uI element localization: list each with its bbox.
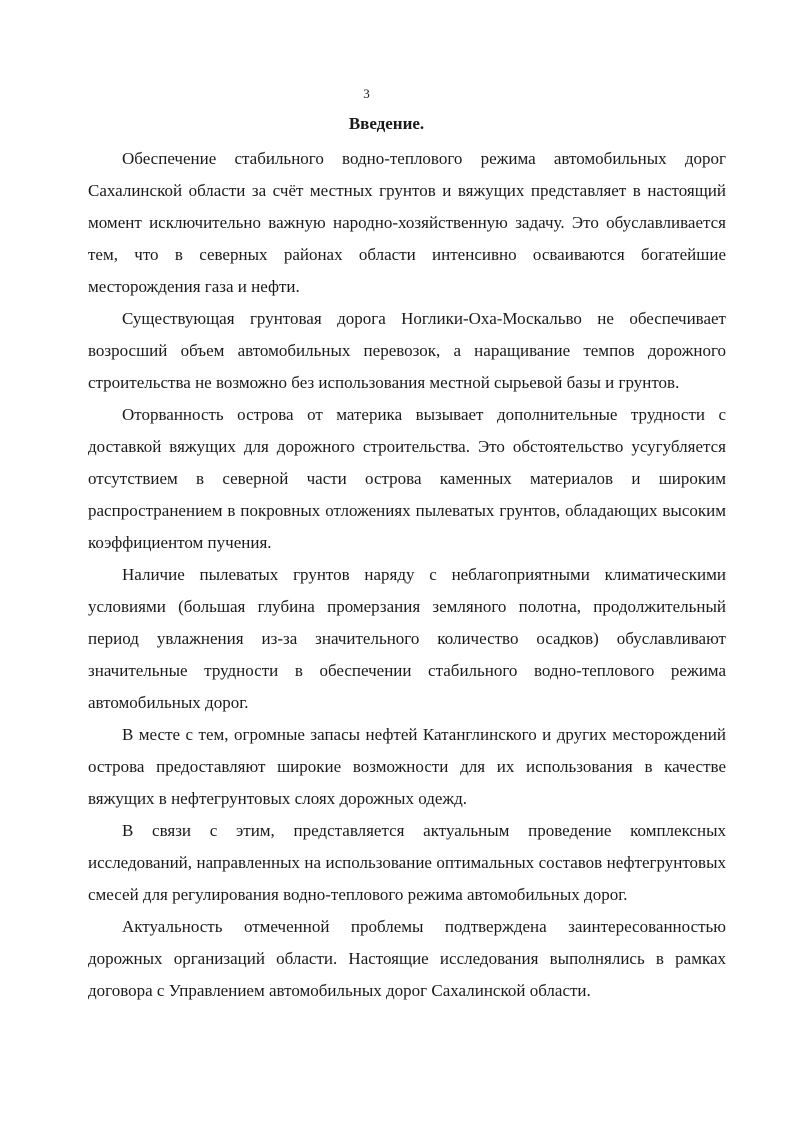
body-text bbox=[88, 143, 726, 1007]
page-number: 3 bbox=[363, 86, 370, 101]
paragraph-1: Обеспечение стабильного водно-теплового режима автомобильных дорог Сахалинской области за счёт местных грунтов и вяжущих представляет в настоящий момент исключительно важную народно-хозяйственную задачу. Это обуславливается тем, что в северных районах области интенсивно осваиваются богатейшие месторождения газа и нефти. bbox=[88, 149, 726, 296]
paragraph-4: Наличие пылеватых грунтов наряду с неблагоприятными климатическими условиями (большая глубина промерзания земляного полотна, продолжительный период увлажнения из-за значительного количество осадков) обуславливают значительные трудности в обеспечении стабильного водно-теплового режима автомобильных дорог. bbox=[88, 565, 726, 712]
paragraph-7: Актуальность отмеченной проблемы подтверждена заинтересованностью дорожных организаций области. Настоящие исследования выполнялись в рамках договора с Управлением автомобильных дорог Сахалинской области. bbox=[88, 917, 726, 1000]
paragraph-5: В месте с тем, огромные запасы нефтей Катанглинского и других месторождений острова предоставляют широкие возможности для их использования в качестве вяжущих в нефтегрунтовых слоях дорожных одежд. bbox=[88, 725, 726, 808]
paragraph-3: Оторванность острова от материка вызывает дополнительные трудности с доставкой вяжущих для дорожного строительства. Это обстоятельство усугубляется отсутствием в северной части острова каменных материалов и широким распространением в покровных отложениях пылеватых грунтов, обладающих высоким коэффициентом пучения. bbox=[88, 405, 726, 552]
paragraph-6: В связи с этим, представляется актуальным проведение комплексных исследований, направленных на использование оптимальных составов нефтегрунтовых смесей для регулирования водно-теплового режима автомобильных дорог. bbox=[88, 821, 726, 904]
paragraph-2: Существующая грунтовая дорога Ноглики-Оха-Москальво не обеспечивает возросший объем автомобильных перевозок, а наращивание темпов дорожного строительства не возможно без использования местной сырьевой базы и грунтов. bbox=[88, 309, 726, 392]
section-title: Введение. bbox=[348, 114, 425, 133]
